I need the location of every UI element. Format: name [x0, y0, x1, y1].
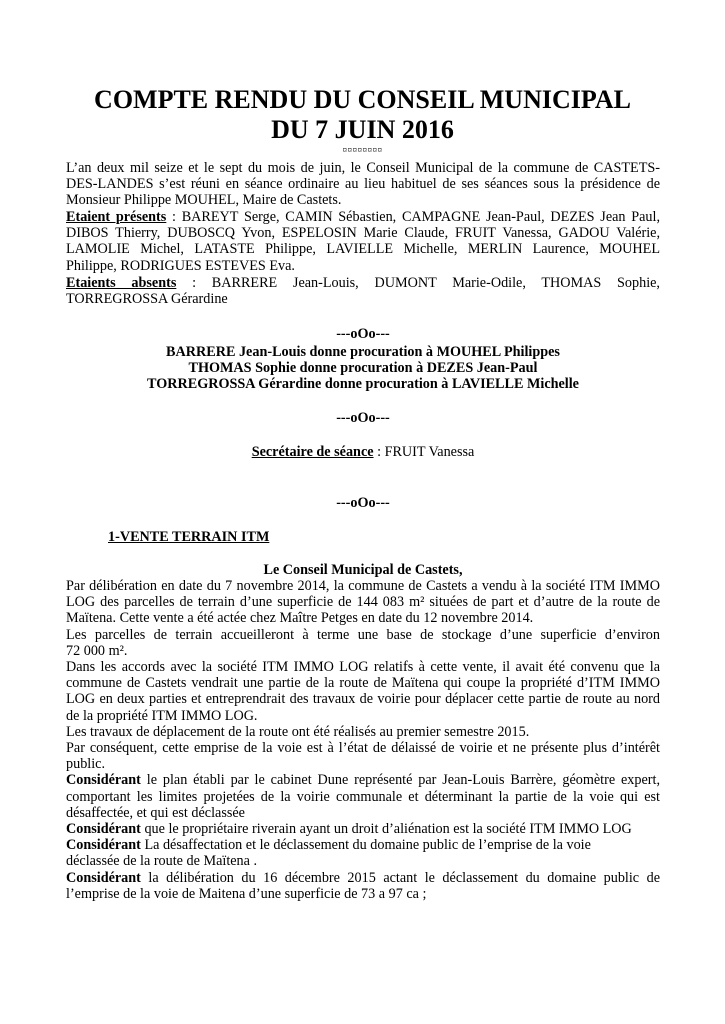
presents-paragraph — [66, 209, 660, 274]
page-title: COMPTE RENDU DU CONSEIL MUNICIPAL — [94, 85, 631, 114]
title-separator: ¤¤¤¤¤¤¤¤ — [342, 145, 383, 155]
section-subheading: Le Conseil Municipal de Castets, — [263, 562, 463, 578]
considerant-label: Considérant — [66, 869, 141, 886]
procuration-line: TORREGROSSA Gérardine donne procuration à LAVIELLE Michelle — [147, 376, 579, 393]
absents-label: Etaients absents — [66, 275, 177, 291]
text-line: de la propriété ITM IMMO LOG. — [66, 707, 258, 724]
text-line: LOG en deux parties et entreprendrait des travaux de voirie pour déplacer cette partie de route au nord — [66, 691, 660, 708]
separator-1: ---oOo--- — [336, 326, 390, 342]
separator-3: ---oOo--- — [336, 495, 390, 511]
text-line: déclassée de la route de Maïtena . — [66, 853, 258, 870]
text-line: Les parcelles de terrain accueilleront à terme une base de stockage d’une superficie d’environ — [66, 626, 660, 643]
presents-text: : BAREYT Serge, CAMIN Sébastien, CAMPAGNE Jean-Paul, DEZES Jean Paul, — [166, 209, 661, 225]
considerant-item: Considérant que le propriétaire riverain ayant un droit d’aliénation est la société ITM IMMO LOG — [66, 821, 632, 838]
text-line: Dans les accords avec la société ITM IMMO LOG relatifs à cette vente, il avait été convenu que la — [66, 659, 660, 676]
procuration-line: THOMAS Sophie donne procuration à DEZES Jean-Paul — [188, 360, 538, 377]
presents-label: Etaient présents — [66, 209, 167, 225]
text-line: désaffectée, et qui est déclassée — [66, 804, 245, 821]
considerant-label: Considérant — [66, 837, 141, 854]
text-line — [66, 209, 660, 225]
separator-2: ---oOo--- — [336, 410, 390, 426]
absents-paragraph — [66, 275, 660, 307]
text-line: public. — [66, 756, 106, 773]
text-line: TORREGROSSA Gérardine — [66, 291, 228, 308]
text-line: Par délibération en date du 7 novembre 2014, la commune de Castets a vendu à la société ITM IMMO — [66, 578, 660, 594]
considerant-item: Considérant La désaffectation et le déclassement du domaine public de l’emprise de la voie — [66, 837, 591, 854]
text-line: l’emprise de la voie de Maitena d’une superficie de 73 a 97 ca ; — [66, 885, 427, 902]
text-line: Monsieur Philippe MOUHEL, Maire de Castets. — [66, 192, 342, 209]
secretary-name: : FRUIT Vanessa — [373, 444, 475, 460]
text-line: comportant les limites projetées de la voirie communale et déterminant la partie de la voie qui est — [66, 788, 660, 805]
considerant-item: Considérant la délibération du 16 décembre 2015 actant le déclassement du domaine public de — [66, 869, 660, 886]
text-line — [66, 275, 660, 291]
text-line: DIBOS Thierry, DUBOSCQ Yvon, ESPELOSIN Marie Claude, FRUIT Vanessa, GADOU Valérie, — [66, 225, 660, 242]
text-line: Par conséquent, cette emprise de la voie est à l’état de délaissé de voirie et ne présente plus d’intérêt — [66, 740, 660, 757]
section-body — [66, 578, 660, 902]
page-date-title: DU 7 JUIN 2016 — [271, 115, 454, 144]
section-heading: 1-VENTE TERRAIN ITM — [108, 529, 270, 545]
text-line: LOG des parcelles de terrain d’une superficie de 144 083 m² situées de part et d’autre de la route de — [66, 594, 660, 611]
text-line: LAMOLIE Michel, LATASTE Philippe, LAVIELLE Michelle, MERLIN Laurence, MOUHEL — [66, 241, 660, 258]
secretary-label: Secrétaire de séance — [251, 444, 374, 460]
considerant-label: Considérant — [66, 772, 141, 789]
text-line: 72 000 m². — [66, 642, 128, 659]
text-line: commune de Castets vendrait une partie de la route de Maïtena qui coupe la propriété d’ITM IMMO — [66, 675, 660, 692]
absents-text: : BARRERE Jean-Louis, DUMONT Marie-Odile, THOMAS Sophie, — [176, 275, 660, 291]
text-line: Philippe, RODRIGUES ESTEVES Eva. — [66, 257, 295, 274]
considerant-item: Considérant le plan établi par le cabinet Dune représenté par Jean-Louis Barrère, géomètre expert, — [66, 772, 660, 789]
text-line: L’an deux mil seize et le sept du mois de juin, le Conseil Municipal de la commune de CASTETS- — [66, 160, 660, 176]
text-line: DES-LANDES s’est réuni en séance ordinaire au lieu habituel de ses séances sous la présidence de — [66, 176, 660, 193]
procuration-list — [66, 344, 660, 393]
text-line: Maïtena. Cette vente a été actée chez Maître Petges en date du 12 novembre 2014. — [66, 610, 534, 627]
considerant-label: Considérant — [66, 821, 141, 838]
secretary-line — [66, 444, 660, 460]
intro-paragraph — [66, 160, 660, 209]
text-line: Les travaux de déplacement de la route ont été réalisés au premier semestre 2015. — [66, 723, 530, 740]
procuration-line: BARRERE Jean-Louis donne procuration à MOUHEL Philippes — [166, 344, 560, 360]
